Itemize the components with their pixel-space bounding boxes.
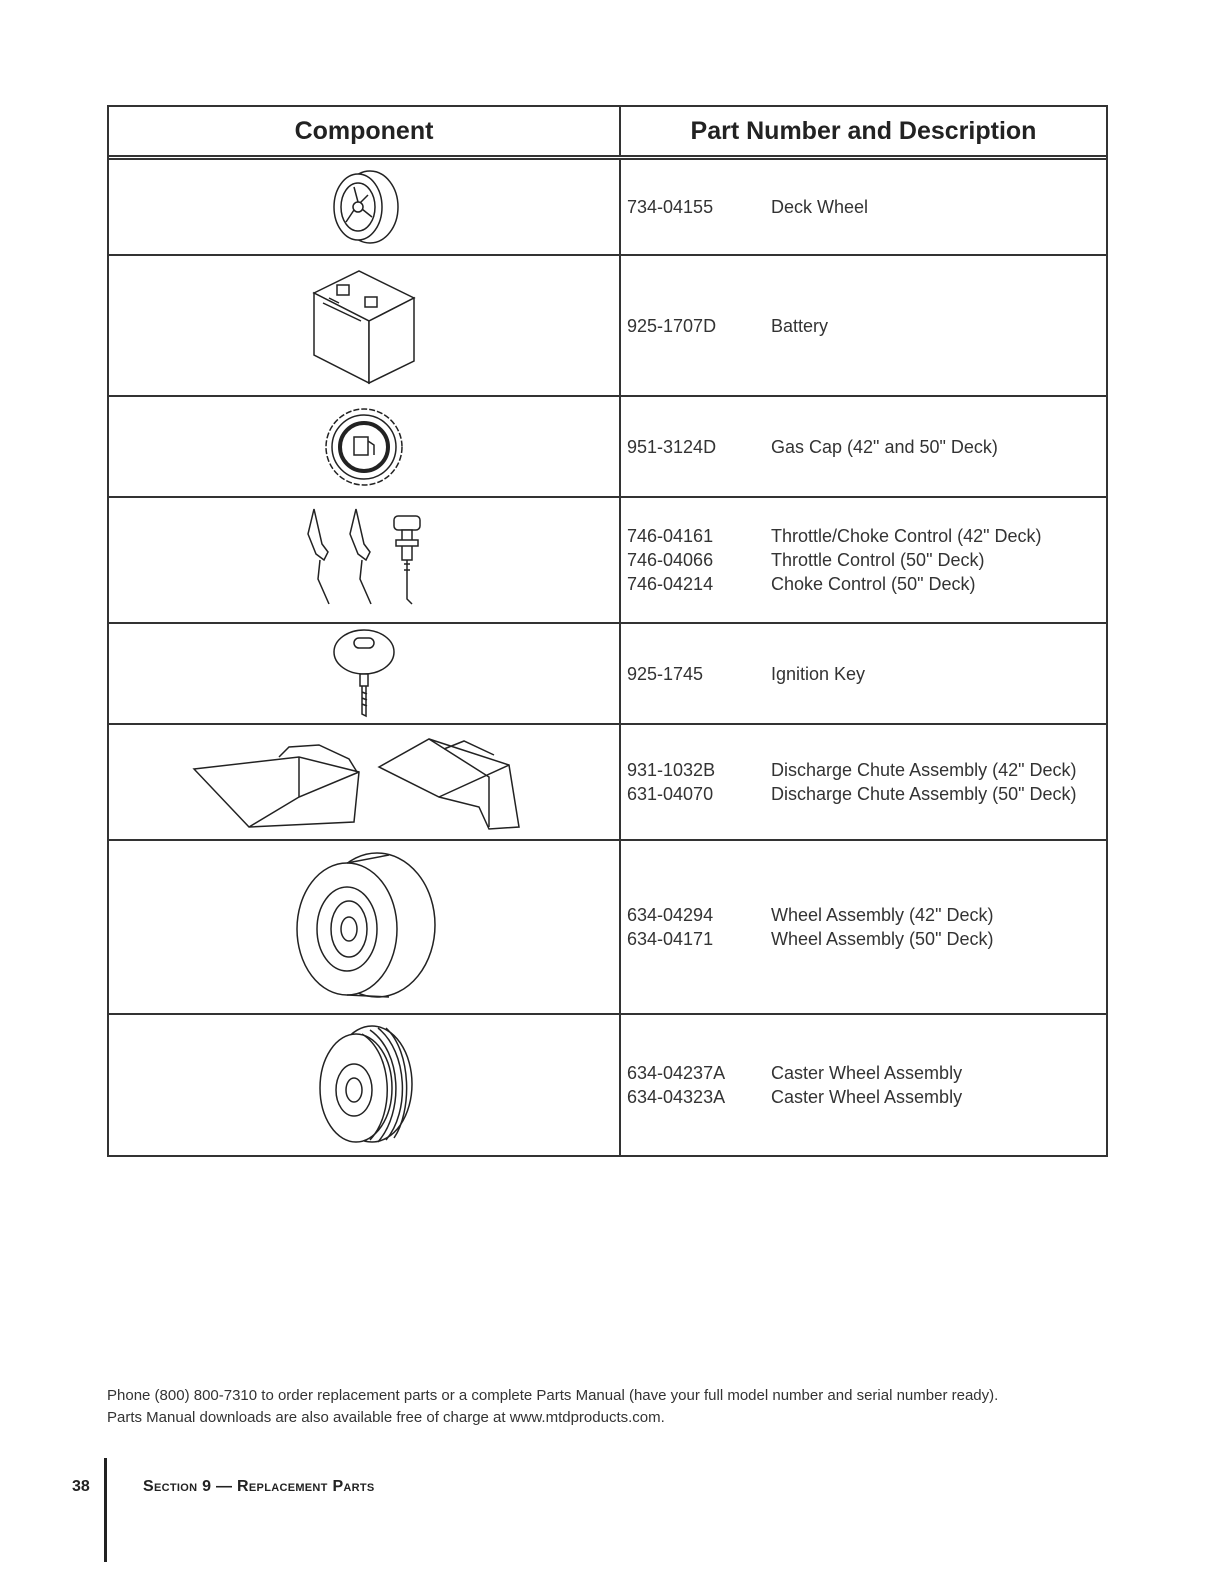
parts-table [107,105,1108,1157]
wheel-assembly-image [109,841,621,1013]
part-line [627,927,1106,951]
part-number: 634-04294 [627,905,714,925]
table-header [109,107,1106,160]
deck-wheel-image [109,160,621,254]
discharge-chutes-parts [621,725,1106,839]
part-description: Wheel Assembly (50" Deck) [771,929,994,949]
table-row [109,498,1106,624]
part-description: Battery [771,315,829,336]
part-number: 951-3124D [627,436,717,457]
deck-wheel-parts [621,160,1106,254]
part-number: 746-04161 [627,526,714,546]
wheel-assembly-parts [621,841,1106,1013]
part-description: Caster Wheel Assembly [771,1087,963,1107]
part-line [627,195,1106,219]
page-number: 38 [72,1478,90,1495]
battery-parts [621,256,1106,395]
table-row [109,725,1106,841]
part-description: Discharge Chute Assembly (50" Deck) [771,784,1077,804]
part-description: Throttle/Choke Control (42" Deck) [771,526,1042,546]
ignition-key-parts [621,624,1106,723]
footer-divider [104,1458,107,1562]
part-line [627,548,1106,572]
part-number: 634-04323A [627,1087,726,1107]
header-component: Component [109,107,621,155]
part-line [627,435,1106,459]
battery-image [109,256,621,395]
table-row [109,841,1106,1015]
deck-wheel-icon [324,167,404,247]
throttle-choke-image [109,498,621,622]
ignition-key-image [109,624,621,723]
table-row [109,1015,1106,1155]
throttle-choke-icon [294,504,434,616]
caster-wheel-image [109,1015,621,1155]
caster-wheel-icon [312,1022,416,1148]
part-line [627,524,1106,548]
throttle-choke-parts [621,498,1106,622]
part-description: Discharge Chute Assembly (42" Deck) [771,760,1077,780]
part-description: Caster Wheel Assembly [771,1063,963,1083]
part-line [627,782,1106,806]
part-line [627,572,1106,596]
header-part-description: Part Number and Description [690,116,1037,145]
part-description: Ignition Key [771,663,866,684]
section-title: Section 9 — Replacement Parts [143,1478,375,1495]
part-number: 925-1745 [627,663,704,684]
part-description: Choke Control (50" Deck) [771,574,976,594]
battery-icon [309,263,419,388]
part-number: 634-04171 [627,929,714,949]
part-number: 631-04070 [627,784,714,804]
ignition-key-icon [329,628,399,720]
table-row [109,160,1106,256]
part-line [627,1085,1106,1109]
table-row [109,624,1106,725]
gas-cap-icon [322,405,406,489]
part-line [627,662,1106,686]
gas-cap-image [109,397,621,496]
part-line [627,758,1106,782]
ordering-note-line-1: Phone (800) 800-7310 to order replacement parts or a complete Parts Manual (have your full model number and serial number ready). [107,1387,999,1404]
part-number: 734-04155 [627,197,714,217]
part-line [627,314,1106,338]
part-number: 746-04066 [627,550,714,570]
part-description: Throttle Control (50" Deck) [771,550,985,570]
caster-wheel-parts [621,1015,1106,1155]
table-row [109,256,1106,397]
gas-cap-parts [621,397,1106,496]
part-line [627,903,1106,927]
ordering-note [107,1385,1117,1429]
part-description: Wheel Assembly (42" Deck) [771,905,994,925]
part-line [627,1061,1106,1085]
part-number: 634-04237A [627,1063,726,1083]
discharge-chutes-image [109,725,621,839]
ordering-note-line-2: Parts Manual downloads are also available free of charge at www.mtdproducts.com. [107,1409,665,1426]
wheel-assembly-icon [289,849,439,1005]
table-row [109,397,1106,498]
part-description: Deck Wheel [771,197,869,217]
part-number: 931-1032B [627,760,716,780]
part-number: 746-04214 [627,574,714,594]
part-description: Gas Cap (42" and 50" Deck) [771,436,998,457]
part-number: 925-1707D [627,315,717,336]
discharge-chute-icon [189,727,539,837]
